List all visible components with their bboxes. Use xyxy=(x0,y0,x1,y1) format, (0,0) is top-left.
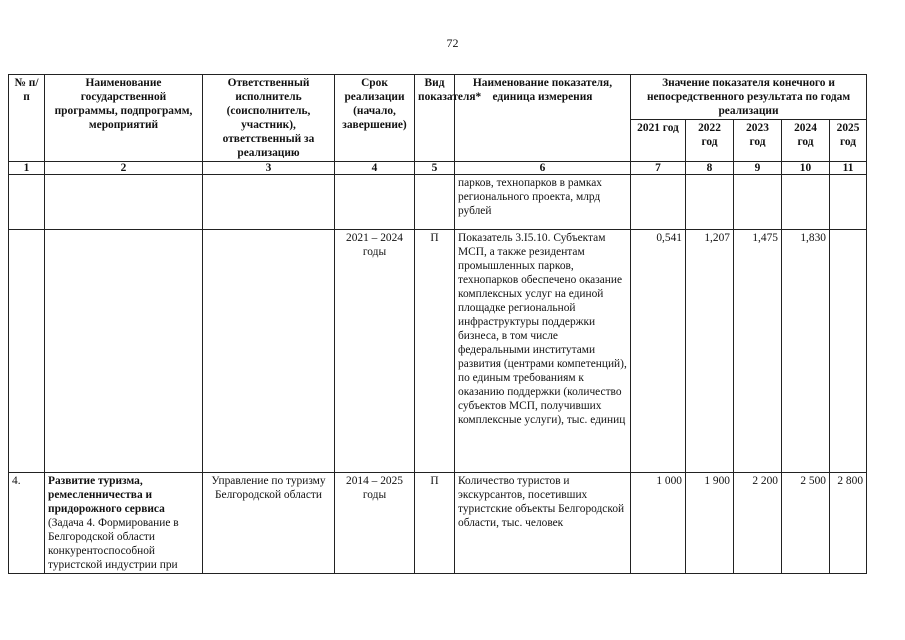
table-row xyxy=(9,175,867,230)
row-value-2022: 1 900 xyxy=(686,473,734,574)
page-number: 72 xyxy=(446,36,459,50)
row-num xyxy=(9,230,45,473)
row-kind: П xyxy=(415,473,455,574)
row-indicator: Показатель 3.I5.10. Субъектам МСП, а также резидентам промышленных парков, технопарков обеспечено оказание комплексных услуг на единой площадке региональной инфраструктуры поддержки бизнеса, в том числе федеральными институтами развития (центрами компетенций), по единым требованиям к оказанию поддержки (количество субъектов МСП, получивших комплексные услуги), тыс. единиц xyxy=(455,230,631,473)
row-kind: П xyxy=(415,230,455,473)
row-value-2025 xyxy=(830,175,867,230)
row-value-2023: 1,475 xyxy=(734,230,782,473)
header-kind: Вид показателя* xyxy=(415,75,455,162)
row-value-2025: 2 800 xyxy=(830,473,867,574)
column-number: 5 xyxy=(415,162,455,175)
header-year-2022: 2022 год xyxy=(686,120,734,162)
row-name xyxy=(45,175,203,230)
column-number: 11 xyxy=(830,162,867,175)
row-indicator: парков, технопарков в рамках регионального проекта, млрд рублей xyxy=(455,175,631,230)
column-number: 1 xyxy=(9,162,45,175)
row-value-2024: 1,830 xyxy=(782,230,830,473)
row-name-bold: Развитие туризма, ремесленничества и придорожного сервиса xyxy=(48,475,165,515)
row-value-2021: 0,541 xyxy=(631,230,686,473)
header-values-group: Значение показателя конечного и непосредственного результата по годам реализации xyxy=(631,75,867,120)
row-term: 2021 – 2024 годы xyxy=(335,230,415,473)
row-responsible xyxy=(203,230,335,473)
row-value-2024: 2 500 xyxy=(782,473,830,574)
column-number: 4 xyxy=(335,162,415,175)
row-responsible: Управление по туризму Белгородской области xyxy=(203,473,335,574)
row-kind xyxy=(415,175,455,230)
row-value-2024 xyxy=(782,175,830,230)
row-name xyxy=(45,473,203,574)
row-name xyxy=(45,230,203,473)
header-year-2021: 2021 год xyxy=(631,120,686,162)
column-number: 7 xyxy=(631,162,686,175)
row-value-2021 xyxy=(631,175,686,230)
row-value-2021: 1 000 xyxy=(631,473,686,574)
row-value-2022 xyxy=(686,175,734,230)
column-number: 2 xyxy=(45,162,203,175)
row-name-rest: (Задача 4. Формирование в Белгородской области конкурентоспособной туристской индустрии при xyxy=(48,517,179,571)
header-year-2023: 2023 год xyxy=(734,120,782,162)
header-year-2025: 2025 год xyxy=(830,120,867,162)
row-num xyxy=(9,175,45,230)
header-responsible: Ответственный исполнитель (соисполнитель, участник), ответственный за реализацию xyxy=(203,75,335,162)
row-term: 2014 – 2025 годы xyxy=(335,473,415,574)
column-number: 6 xyxy=(455,162,631,175)
column-number: 10 xyxy=(782,162,830,175)
row-responsible xyxy=(203,175,335,230)
column-number: 8 xyxy=(686,162,734,175)
indicators-table xyxy=(8,74,867,574)
row-value-2023: 2 200 xyxy=(734,473,782,574)
header-year-2024: 2024 год xyxy=(782,120,830,162)
row-value-2023 xyxy=(734,175,782,230)
table-row xyxy=(9,473,867,574)
row-num: 4. xyxy=(9,473,45,574)
row-value-2025 xyxy=(830,230,867,473)
column-number: 9 xyxy=(734,162,782,175)
row-indicator: Количество туристов и экскурсантов, посетивших туристские объекты Белгородской области, тыс. человек xyxy=(455,473,631,574)
header-term: Срок реализации (начало, завершение) xyxy=(335,75,415,162)
header-indicator: Наименование показателя, единица измерения xyxy=(455,75,631,162)
row-value-2022: 1,207 xyxy=(686,230,734,473)
row-term xyxy=(335,175,415,230)
header-num: № п/п xyxy=(9,75,45,162)
table-row xyxy=(9,230,867,473)
header-name: Наименование государственной программы, подпрограмм, мероприятий xyxy=(45,75,203,162)
column-number: 3 xyxy=(203,162,335,175)
